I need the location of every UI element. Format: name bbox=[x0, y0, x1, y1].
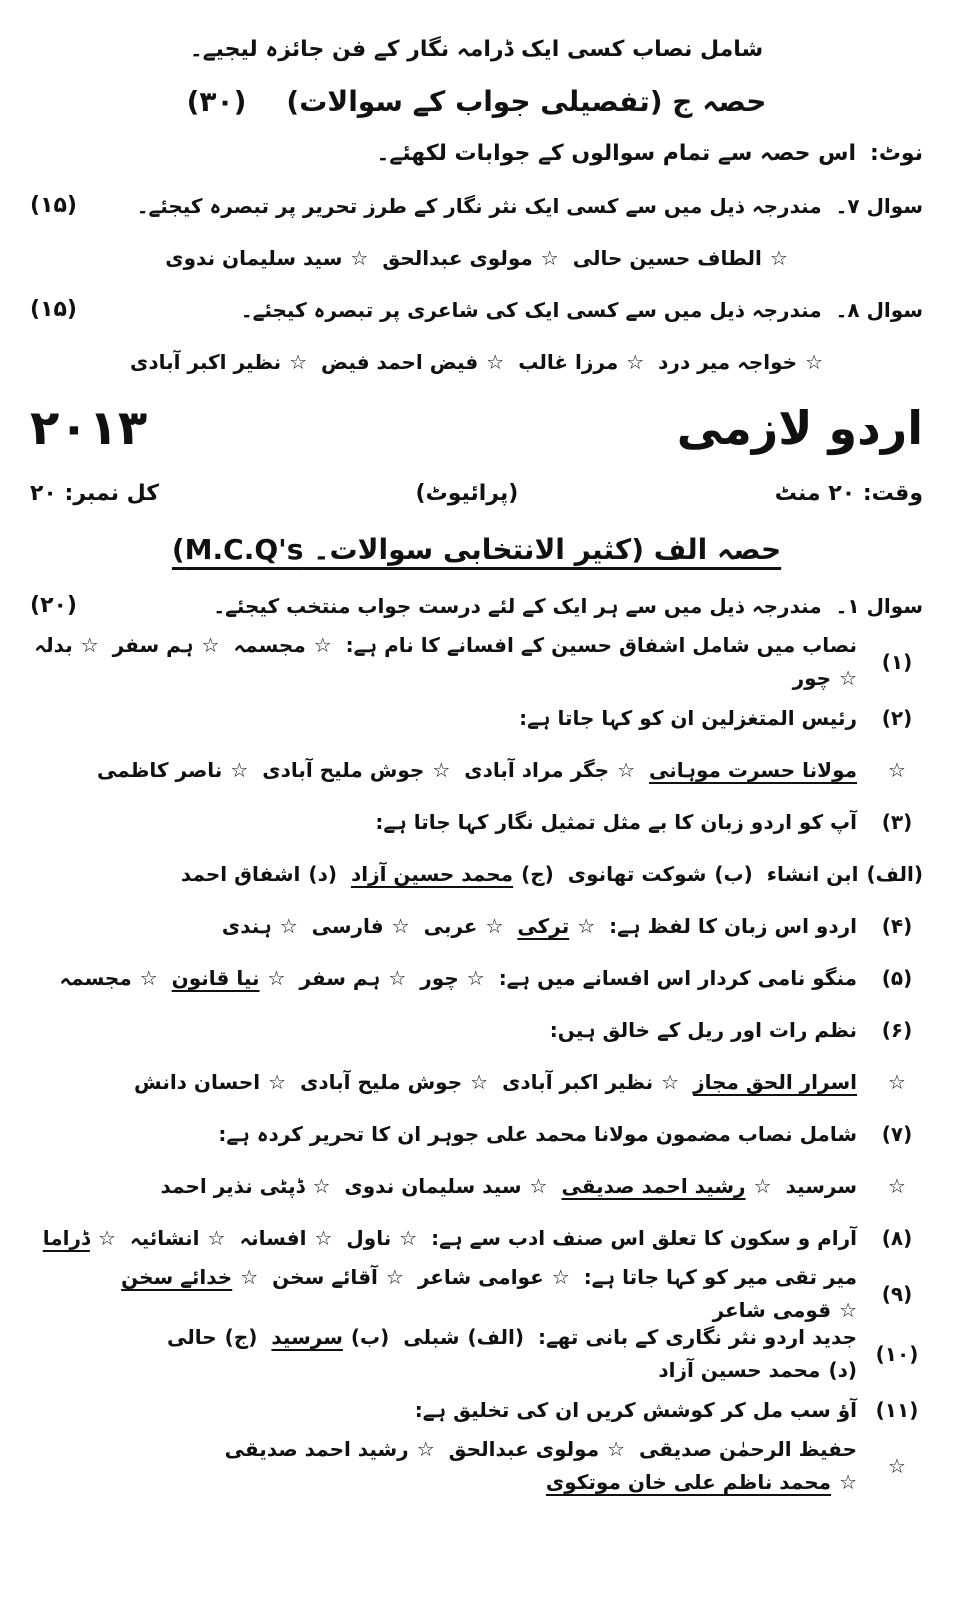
option: ناصر کاظمی bbox=[96, 757, 223, 782]
paper-info bbox=[30, 468, 923, 520]
mcq-number: (۱۰) bbox=[875, 1341, 919, 1366]
star-icon: ☆ bbox=[139, 965, 158, 990]
mcq-body bbox=[30, 1017, 857, 1044]
option: نظیر اکبر آبادی bbox=[130, 349, 282, 374]
option: مجسمہ bbox=[59, 965, 132, 990]
mcq-question: رئیس المتغزلین ان کو کہا جاتا ہے: bbox=[519, 705, 857, 730]
option-group bbox=[420, 965, 484, 992]
exam-year: ۲۰۱۳ bbox=[30, 399, 148, 456]
mcq-body bbox=[30, 965, 857, 992]
mcq-number: (۳) bbox=[881, 809, 913, 834]
option: حالی bbox=[167, 1325, 217, 1349]
q8-marks: (۱۵) bbox=[30, 297, 77, 323]
mcq-number: (۱۱) bbox=[875, 1397, 919, 1422]
question-1 bbox=[30, 580, 923, 632]
star-icon: ☆ bbox=[805, 349, 824, 374]
option: مرزا غالب bbox=[518, 349, 619, 374]
star-icon: ☆ bbox=[267, 965, 286, 990]
correct-option: ترکی bbox=[517, 913, 570, 938]
correct-option: خدائے سخن bbox=[121, 1265, 233, 1289]
option: سرسید bbox=[785, 1173, 857, 1198]
option: جوش ملیح آبادی bbox=[300, 1069, 463, 1094]
star-icon: ☆ bbox=[201, 633, 220, 657]
mcq-question: اردو اس زبان کا لفظ ہے: bbox=[609, 913, 857, 938]
mcq-number: (۶) bbox=[881, 1017, 913, 1042]
mcq-number: (۱) bbox=[881, 649, 913, 674]
mcq-question: میر تقی میر کو کہا جاتا ہے: bbox=[583, 1265, 857, 1289]
mcq-body bbox=[30, 1121, 857, 1148]
option: اشفاق احمد bbox=[180, 861, 301, 886]
option: چور bbox=[792, 666, 832, 690]
mcq-number: (۹) bbox=[881, 1281, 913, 1306]
star-icon: ☆ bbox=[753, 1173, 772, 1198]
star-icon: ☆ bbox=[230, 757, 249, 782]
option-group bbox=[344, 1173, 547, 1200]
option-group bbox=[165, 245, 368, 272]
mcq-number: (۴) bbox=[881, 913, 913, 938]
note-label: نوٹ: bbox=[870, 141, 923, 167]
option-group bbox=[97, 757, 248, 784]
option-group bbox=[312, 913, 410, 940]
mcq-number: (۲) bbox=[881, 705, 913, 730]
star-icon: ☆ bbox=[661, 1069, 680, 1094]
star-icon: ☆ bbox=[268, 1069, 287, 1094]
option-group bbox=[502, 1069, 679, 1096]
correct-option: محمد حسین آزاد bbox=[350, 861, 514, 886]
option: عربی bbox=[423, 913, 478, 938]
star-icon: ☆ bbox=[470, 1069, 489, 1094]
option-letter: (ب) bbox=[714, 861, 753, 886]
mcq-options bbox=[30, 1173, 857, 1200]
option-group bbox=[134, 1069, 286, 1096]
option: آقائے سخن bbox=[272, 1265, 378, 1289]
mcq-options bbox=[30, 861, 923, 888]
q7-options bbox=[30, 232, 923, 284]
star-icon: ☆ bbox=[279, 913, 298, 938]
subject-title: اردو لازمی bbox=[676, 400, 923, 455]
option: ڈپٹی نذیر احمد bbox=[160, 1173, 305, 1198]
option-group bbox=[464, 757, 635, 784]
drama-instruction-row bbox=[30, 24, 923, 76]
star-icon: ☆ bbox=[486, 349, 505, 374]
option-letter: (ب) bbox=[350, 1325, 390, 1349]
star-icon: ☆ bbox=[466, 965, 485, 990]
q1-text: مندرجہ ذیل میں سے ہر ایک کے لئے درست جواب منتخب کیجئے۔ bbox=[213, 593, 822, 618]
option-group bbox=[403, 1324, 524, 1351]
mcq-body bbox=[30, 705, 857, 732]
star-icon: ☆ bbox=[888, 1453, 906, 1478]
option-group bbox=[272, 1264, 404, 1291]
star-icon: ☆ bbox=[207, 1225, 226, 1250]
option: چور bbox=[420, 965, 459, 990]
star-icon: ☆ bbox=[385, 1265, 404, 1289]
mcq-options bbox=[30, 1069, 857, 1096]
mcq-body bbox=[30, 913, 857, 940]
star-icon: ☆ bbox=[399, 1225, 418, 1250]
option-group bbox=[130, 1225, 226, 1252]
option: نظیر اکبر آبادی bbox=[502, 1069, 654, 1094]
q7-text: مندرجہ ذیل میں سے کسی ایک نثر نگار کے طرز تحریر پر تبصرہ کیجئے۔ bbox=[136, 193, 822, 218]
option-group bbox=[113, 632, 220, 659]
option: مولوی عبدالحق bbox=[448, 1437, 600, 1461]
mcq-options bbox=[30, 757, 857, 784]
mcq-number: (۵) bbox=[881, 965, 913, 990]
option: ناول bbox=[346, 1225, 392, 1250]
correct-option: محمد ناظم علی خان موتکوی bbox=[545, 1470, 832, 1494]
mcq-item bbox=[30, 1384, 923, 1436]
star-icon: ☆ bbox=[839, 666, 857, 690]
star-icon: ☆ bbox=[577, 913, 596, 938]
mcq-options-row bbox=[30, 1160, 923, 1212]
option: مولوی عبدالحق bbox=[382, 245, 533, 270]
star-icon: ☆ bbox=[314, 1225, 333, 1250]
mcq-item bbox=[30, 1264, 923, 1324]
mcq-options-row bbox=[30, 848, 923, 900]
q1-label: سوال ۱۔ bbox=[835, 593, 923, 618]
star-icon: ☆ bbox=[388, 965, 407, 990]
q8-options bbox=[30, 336, 923, 388]
option-group bbox=[225, 1436, 435, 1463]
star-icon: ☆ bbox=[626, 349, 645, 374]
mcq-question: آرام و سکون کا تعلق اس صنف ادب سے ہے: bbox=[431, 1225, 857, 1250]
mcq-question: نصاب میں شامل اشفاق حسین کے افسانے کا نام ہے: bbox=[345, 633, 857, 657]
mcq-options-row bbox=[30, 1436, 923, 1496]
option-group bbox=[321, 349, 504, 376]
option-group bbox=[351, 861, 554, 888]
mcq-item bbox=[30, 692, 923, 744]
option-group bbox=[546, 1469, 857, 1496]
correct-option: مولانا حسرت موہانی bbox=[649, 757, 857, 782]
option-letter: (ج) bbox=[521, 861, 554, 886]
option-group bbox=[424, 913, 504, 940]
mcq-body bbox=[30, 632, 857, 692]
option-group bbox=[43, 1225, 116, 1252]
option: شبلی bbox=[403, 1325, 460, 1349]
option-letter: (د) bbox=[308, 861, 337, 886]
option: فیض احمد فیض bbox=[321, 349, 479, 374]
star-icon: ☆ bbox=[551, 1265, 570, 1289]
option-group bbox=[161, 1173, 331, 1200]
option-group bbox=[233, 632, 331, 659]
star-icon: ☆ bbox=[485, 913, 504, 938]
q8-label: سوال ۸۔ bbox=[835, 297, 923, 322]
star-icon: ☆ bbox=[540, 245, 559, 270]
option-group bbox=[121, 1264, 258, 1291]
option-group bbox=[271, 1324, 389, 1351]
option: انشائیہ bbox=[129, 1225, 200, 1250]
option-group bbox=[658, 1357, 857, 1384]
option-group bbox=[793, 665, 857, 692]
section-c-title: حصہ ج (تفصیلی جواب کے سوالات) bbox=[286, 85, 767, 119]
correct-option: رشید احمد صدیقی bbox=[561, 1173, 746, 1198]
star-icon: ☆ bbox=[432, 757, 451, 782]
mcq-item bbox=[30, 1004, 923, 1056]
star-icon: ☆ bbox=[888, 1173, 906, 1198]
q7-marks: (۱۵) bbox=[30, 193, 77, 219]
star-icon: ☆ bbox=[529, 1173, 548, 1198]
option-group bbox=[34, 632, 98, 659]
mcq-options bbox=[30, 1436, 857, 1496]
option: ہندی bbox=[221, 913, 272, 938]
option-group bbox=[517, 913, 595, 940]
q7-label: سوال ۷۔ bbox=[835, 193, 923, 218]
question-8 bbox=[30, 284, 923, 336]
exam-type: (پرائیوٹ) bbox=[415, 481, 519, 507]
option: بدلہ bbox=[34, 633, 73, 657]
mcq-number: (۷) bbox=[881, 1121, 913, 1146]
option-group bbox=[658, 349, 823, 376]
section-a-heading bbox=[30, 520, 923, 580]
option-letter: (ج) bbox=[224, 1325, 258, 1349]
question-7 bbox=[30, 180, 923, 232]
option-group bbox=[346, 1225, 417, 1252]
option: عوامی شاعر bbox=[417, 1265, 544, 1289]
option: قومی شاعر bbox=[712, 1298, 832, 1322]
option-letter: (الف) bbox=[866, 861, 923, 886]
star-icon: ☆ bbox=[888, 757, 906, 782]
option: رشید احمد صدیقی bbox=[224, 1437, 409, 1461]
mcq-body bbox=[30, 1324, 857, 1384]
star-icon: ☆ bbox=[391, 913, 410, 938]
mcq-options-row bbox=[30, 1056, 923, 1108]
star-icon: ☆ bbox=[80, 633, 99, 657]
star-icon: ☆ bbox=[312, 1173, 331, 1198]
option: الطاف حسین حالی bbox=[572, 245, 762, 270]
option-group bbox=[418, 1264, 570, 1291]
option-group bbox=[518, 349, 644, 376]
option-group bbox=[713, 1297, 857, 1324]
option-group bbox=[573, 245, 788, 272]
note bbox=[30, 128, 923, 180]
option-group bbox=[167, 1324, 257, 1351]
option-group bbox=[262, 757, 450, 784]
option: افسانہ bbox=[239, 1225, 307, 1250]
option-group bbox=[222, 913, 298, 940]
option: شوکت تھانوی bbox=[567, 861, 707, 886]
exam-time: وقت: ۲۰ منٹ bbox=[774, 481, 923, 507]
star-icon: ☆ bbox=[289, 349, 308, 374]
mcq-question: آپ کو اردو زبان کا بے مثل تمثیل نگار کہا جاتا ہے: bbox=[375, 809, 857, 834]
star-icon: ☆ bbox=[888, 1069, 906, 1094]
correct-option: ڈراما bbox=[42, 1225, 90, 1250]
mcq-number: (۸) bbox=[881, 1225, 913, 1250]
mcq-item bbox=[30, 796, 923, 848]
option-group bbox=[300, 1069, 488, 1096]
option-group bbox=[181, 861, 337, 888]
option: فارسی bbox=[311, 913, 384, 938]
option-group bbox=[767, 861, 923, 888]
option: مجسمہ bbox=[233, 633, 306, 657]
star-icon: ☆ bbox=[416, 1437, 435, 1461]
star-icon: ☆ bbox=[839, 1470, 857, 1494]
section-c-heading bbox=[30, 76, 923, 128]
option: ہم سفر bbox=[112, 633, 194, 657]
star-icon: ☆ bbox=[839, 1298, 857, 1322]
option: ہم سفر bbox=[299, 965, 381, 990]
option: حفیظ الرحمٰن صدیقی bbox=[639, 1437, 857, 1461]
mcq-question: نظم رات اور ریل کے خالق ہیں: bbox=[549, 1017, 857, 1042]
mcq-item bbox=[30, 1212, 923, 1264]
star-icon: ☆ bbox=[313, 633, 332, 657]
drama-instruction: شامل نصاب کسی ایک ڈرامہ نگار کے فن جائزہ لیجیے۔ bbox=[189, 37, 764, 63]
option: سید سلیمان ندوی bbox=[165, 245, 343, 270]
option-group bbox=[299, 965, 406, 992]
mcq-item bbox=[30, 1324, 923, 1384]
mcq-question: جدید اردو نثر نگاری کے بانی تھے: bbox=[537, 1325, 857, 1349]
option: سید سلیمان ندوی bbox=[344, 1173, 522, 1198]
section-c-marks: (۳۰) bbox=[186, 85, 247, 119]
mcq-item bbox=[30, 900, 923, 952]
section-a-title: حصہ الف (کثیر الانتخابی سوالات۔ M.C.Q's) bbox=[171, 533, 782, 567]
q1-marks: (۲۰) bbox=[30, 593, 77, 619]
mcq-body bbox=[30, 1264, 857, 1324]
option: احسان دانش bbox=[134, 1069, 261, 1094]
option-group bbox=[561, 1173, 771, 1200]
option-group bbox=[382, 245, 558, 272]
option-group bbox=[59, 965, 157, 992]
option-group bbox=[239, 1225, 332, 1252]
mcq-item bbox=[30, 1108, 923, 1160]
correct-option: اسرار الحق مجاز bbox=[693, 1069, 857, 1094]
mcq-body bbox=[30, 809, 857, 836]
total-marks: کل نمبر: ۲۰ bbox=[30, 481, 160, 507]
q8-text: مندرجہ ذیل میں سے کسی ایک کی شاعری پر تبصرہ کیجئے۔ bbox=[240, 297, 822, 322]
star-icon: ☆ bbox=[769, 245, 788, 270]
mcq-item bbox=[30, 632, 923, 692]
correct-option: نیا قانون bbox=[171, 965, 260, 990]
correct-option: سرسید bbox=[271, 1325, 343, 1349]
option-letter: (الف) bbox=[467, 1325, 524, 1349]
option-group bbox=[172, 965, 286, 992]
mcq-question: شامل نصاب مضمون مولانا محمد علی جوہر ان کا تحریر کردہ ہے: bbox=[218, 1121, 857, 1146]
star-icon: ☆ bbox=[607, 1437, 626, 1461]
star-icon: ☆ bbox=[350, 245, 369, 270]
mcq-question: آؤ سب مل کر کوشش کریں ان کی تخلیق ہے: bbox=[414, 1397, 857, 1422]
star-icon: ☆ bbox=[97, 1225, 116, 1250]
option-letter: (د) bbox=[828, 1358, 857, 1382]
option-group bbox=[130, 349, 307, 376]
option: خواجہ میر درد bbox=[658, 349, 798, 374]
star-icon: ☆ bbox=[617, 757, 636, 782]
mcq-body bbox=[30, 1225, 857, 1252]
mcq-question: منگو نامی کردار اس افسانے میں ہے: bbox=[498, 965, 857, 990]
note-text: اس حصہ سے تمام سوالوں کے جوابات لکھئے۔ bbox=[376, 141, 857, 167]
option: جگر مراد آبادی bbox=[464, 757, 610, 782]
star-icon: ☆ bbox=[240, 1265, 259, 1289]
mcq-body bbox=[30, 1397, 857, 1424]
option-group bbox=[449, 1436, 625, 1463]
option: جوش ملیح آبادی bbox=[262, 757, 425, 782]
paper-heading bbox=[30, 388, 923, 468]
mcq-list bbox=[30, 632, 923, 1496]
mcq-options-row bbox=[30, 744, 923, 796]
option: محمد حسین آزاد bbox=[658, 1358, 821, 1382]
mcq-item bbox=[30, 952, 923, 1004]
option: ابن انشاء bbox=[766, 861, 859, 886]
option-group bbox=[568, 861, 753, 888]
